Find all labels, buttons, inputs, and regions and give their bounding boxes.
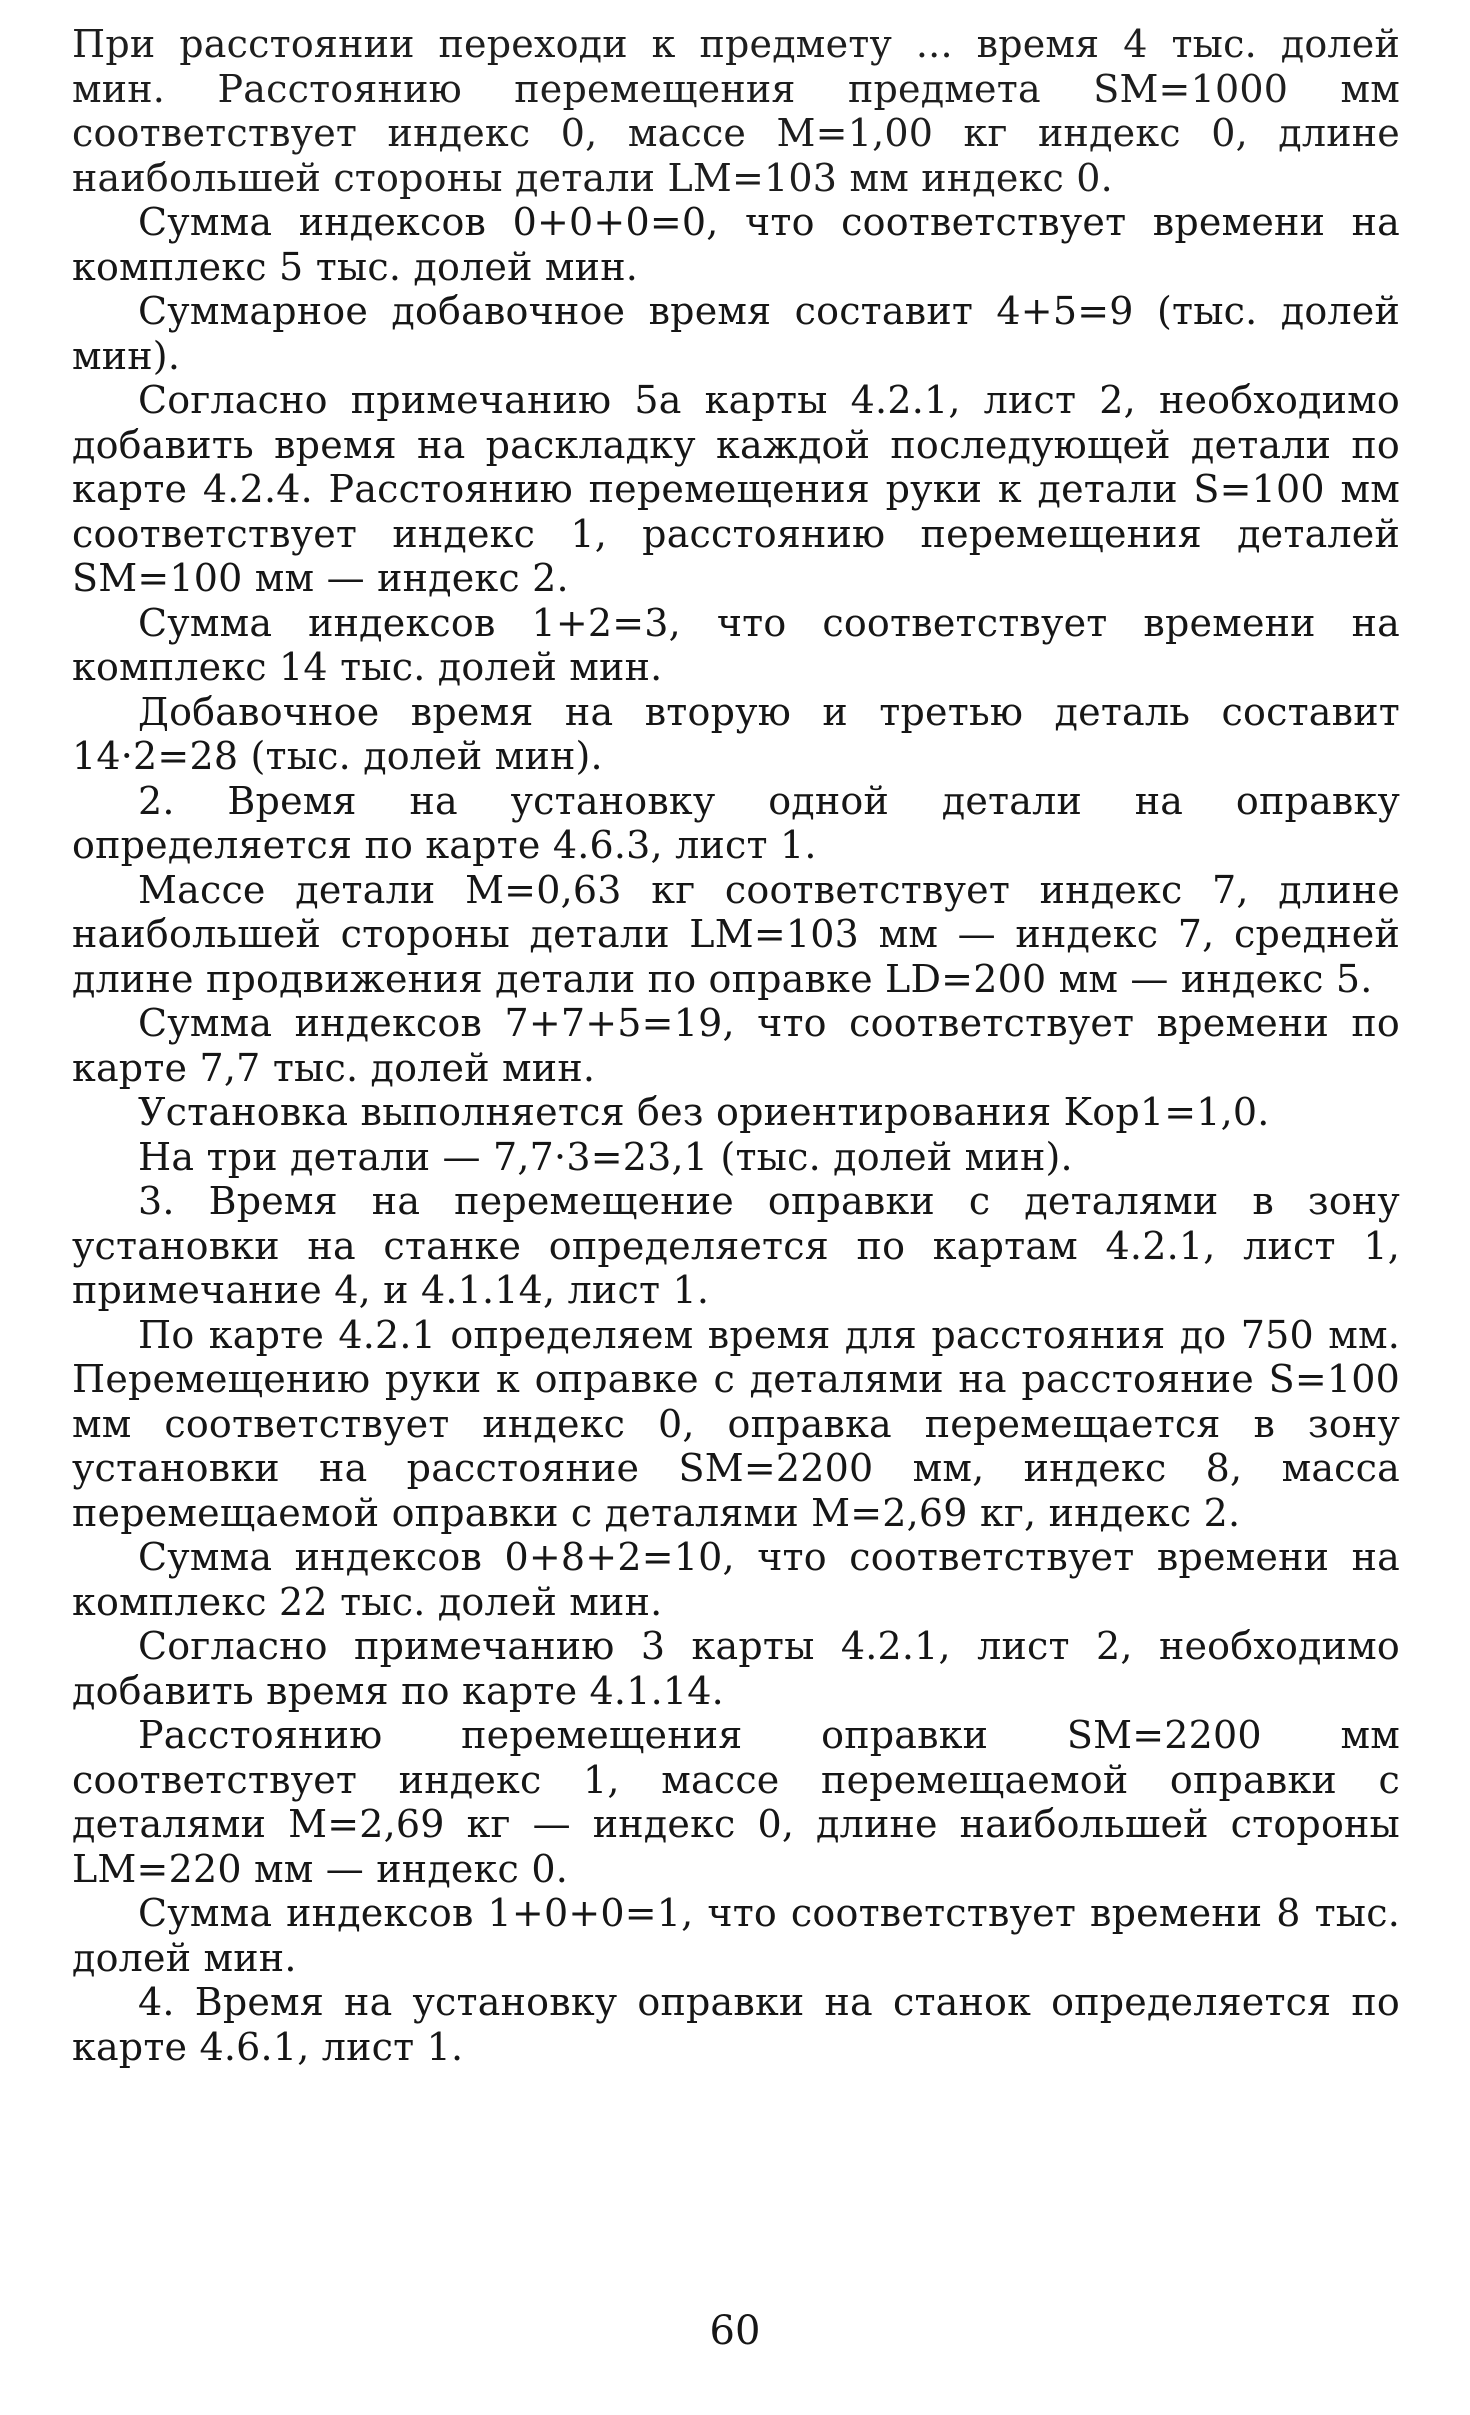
paragraph-14: Сумма индексов 0+8+2=10, что соответствует времени на комплекс 22 тыс. долей мин.	[72, 1535, 1400, 1624]
paragraph-11: На три детали — 7,7·3=23,1 (тыс. долей мин).	[138, 1134, 1073, 1179]
paragraph-18: 4. Время на установку оправки на станок определяется по карте 4.6.1, лист 1.	[72, 1980, 1400, 2069]
paragraph-8: Массе детали M=0,63 кг соответствует индекс 7, длине наибольшей стороны детали LM=103 мм — индекс 7, средней длине продвижения детали по оправке LD=200 мм — индекс 5.	[72, 867, 1400, 1001]
paragraph-16: Расстоянию перемещения оправки SM=2200 мм соответствует индекс 1, массе перемещаемой оправки с деталями M=2,69 кг — индекс 0, длине наибольшей стороны LM=220 мм — индекс 0.	[72, 1713, 1400, 1891]
paragraph-2: Сумма индексов 0+0+0=0, что соответствует времени на комплекс 5 тыс. долей мин.	[72, 200, 1400, 289]
paragraph-7: 2. Время на установку одной детали на оправку определяется по карте 4.6.3, лист 1.	[72, 778, 1400, 867]
paragraph-4: Согласно примечанию 5а карты 4.2.1, лист 2, необходимо добавить время на раскладку каждой последующей детали по карте 4.2.4. Расстоянию перемещения руки к детали S=100 мм соответствует индекс 1, расстоянию перемещения деталей SM=100 мм — индекс 2.	[72, 378, 1400, 600]
paragraph-12: 3. Время на перемещение оправки с деталями в зону установки на станке определяется по картам 4.2.1, лист 1, примечание 4, и 4.1.14, лист 1.	[72, 1179, 1400, 1312]
page-number: 60	[709, 2308, 761, 2354]
paragraph-10: Установка выполняется без ориентирования Kор1=1,0.	[138, 1090, 1270, 1134]
paragraph-1: При расстоянии переходи к предмету ... время 4 тыс. долей мин. Расстоянию перемещения предмета SM=1000 мм соответствует индекс 0, массе M=1,00 кг индекс 0, длине наибольшей стороны детали LM=103 мм индекс 0.	[72, 22, 1400, 200]
paragraph-6: Добавочное время на вторую и третью деталь составит 14·2=28 (тыс. долей мин).	[72, 689, 1400, 778]
paragraph-13: По карте 4.2.1 определяем время для расстояния до 750 мм. Перемещению руки к оправке с деталями на расстояние S=100 мм соответствует индекс 0, оправка перемещается в зону установки на расстояние SM=2200 мм, индекс 8, масса перемещаемой оправки с деталями M=2,69 кг, индекс 2.	[72, 1312, 1400, 1535]
page-body	[72, 22, 1400, 2069]
paragraph-5: Сумма индексов 1+2=3, что соответствует времени на комплекс 14 тыс. долей мин.	[72, 600, 1400, 689]
paragraph-15: Согласно примечанию 3 карты 4.2.1, лист 2, необходимо добавить время по карте 4.1.14.	[72, 1624, 1400, 1713]
paragraph-9: Сумма индексов 7+7+5=19, что соответствует времени по карте 7,7 тыс. долей мин.	[72, 1001, 1400, 1090]
paragraph-3: Суммарное добавочное время составит 4+5=9 (тыс. долей мин).	[72, 289, 1400, 378]
paragraph-17: Сумма индексов 1+0+0=1, что соответствует времени 8 тыс. долей мин.	[72, 1891, 1400, 1980]
